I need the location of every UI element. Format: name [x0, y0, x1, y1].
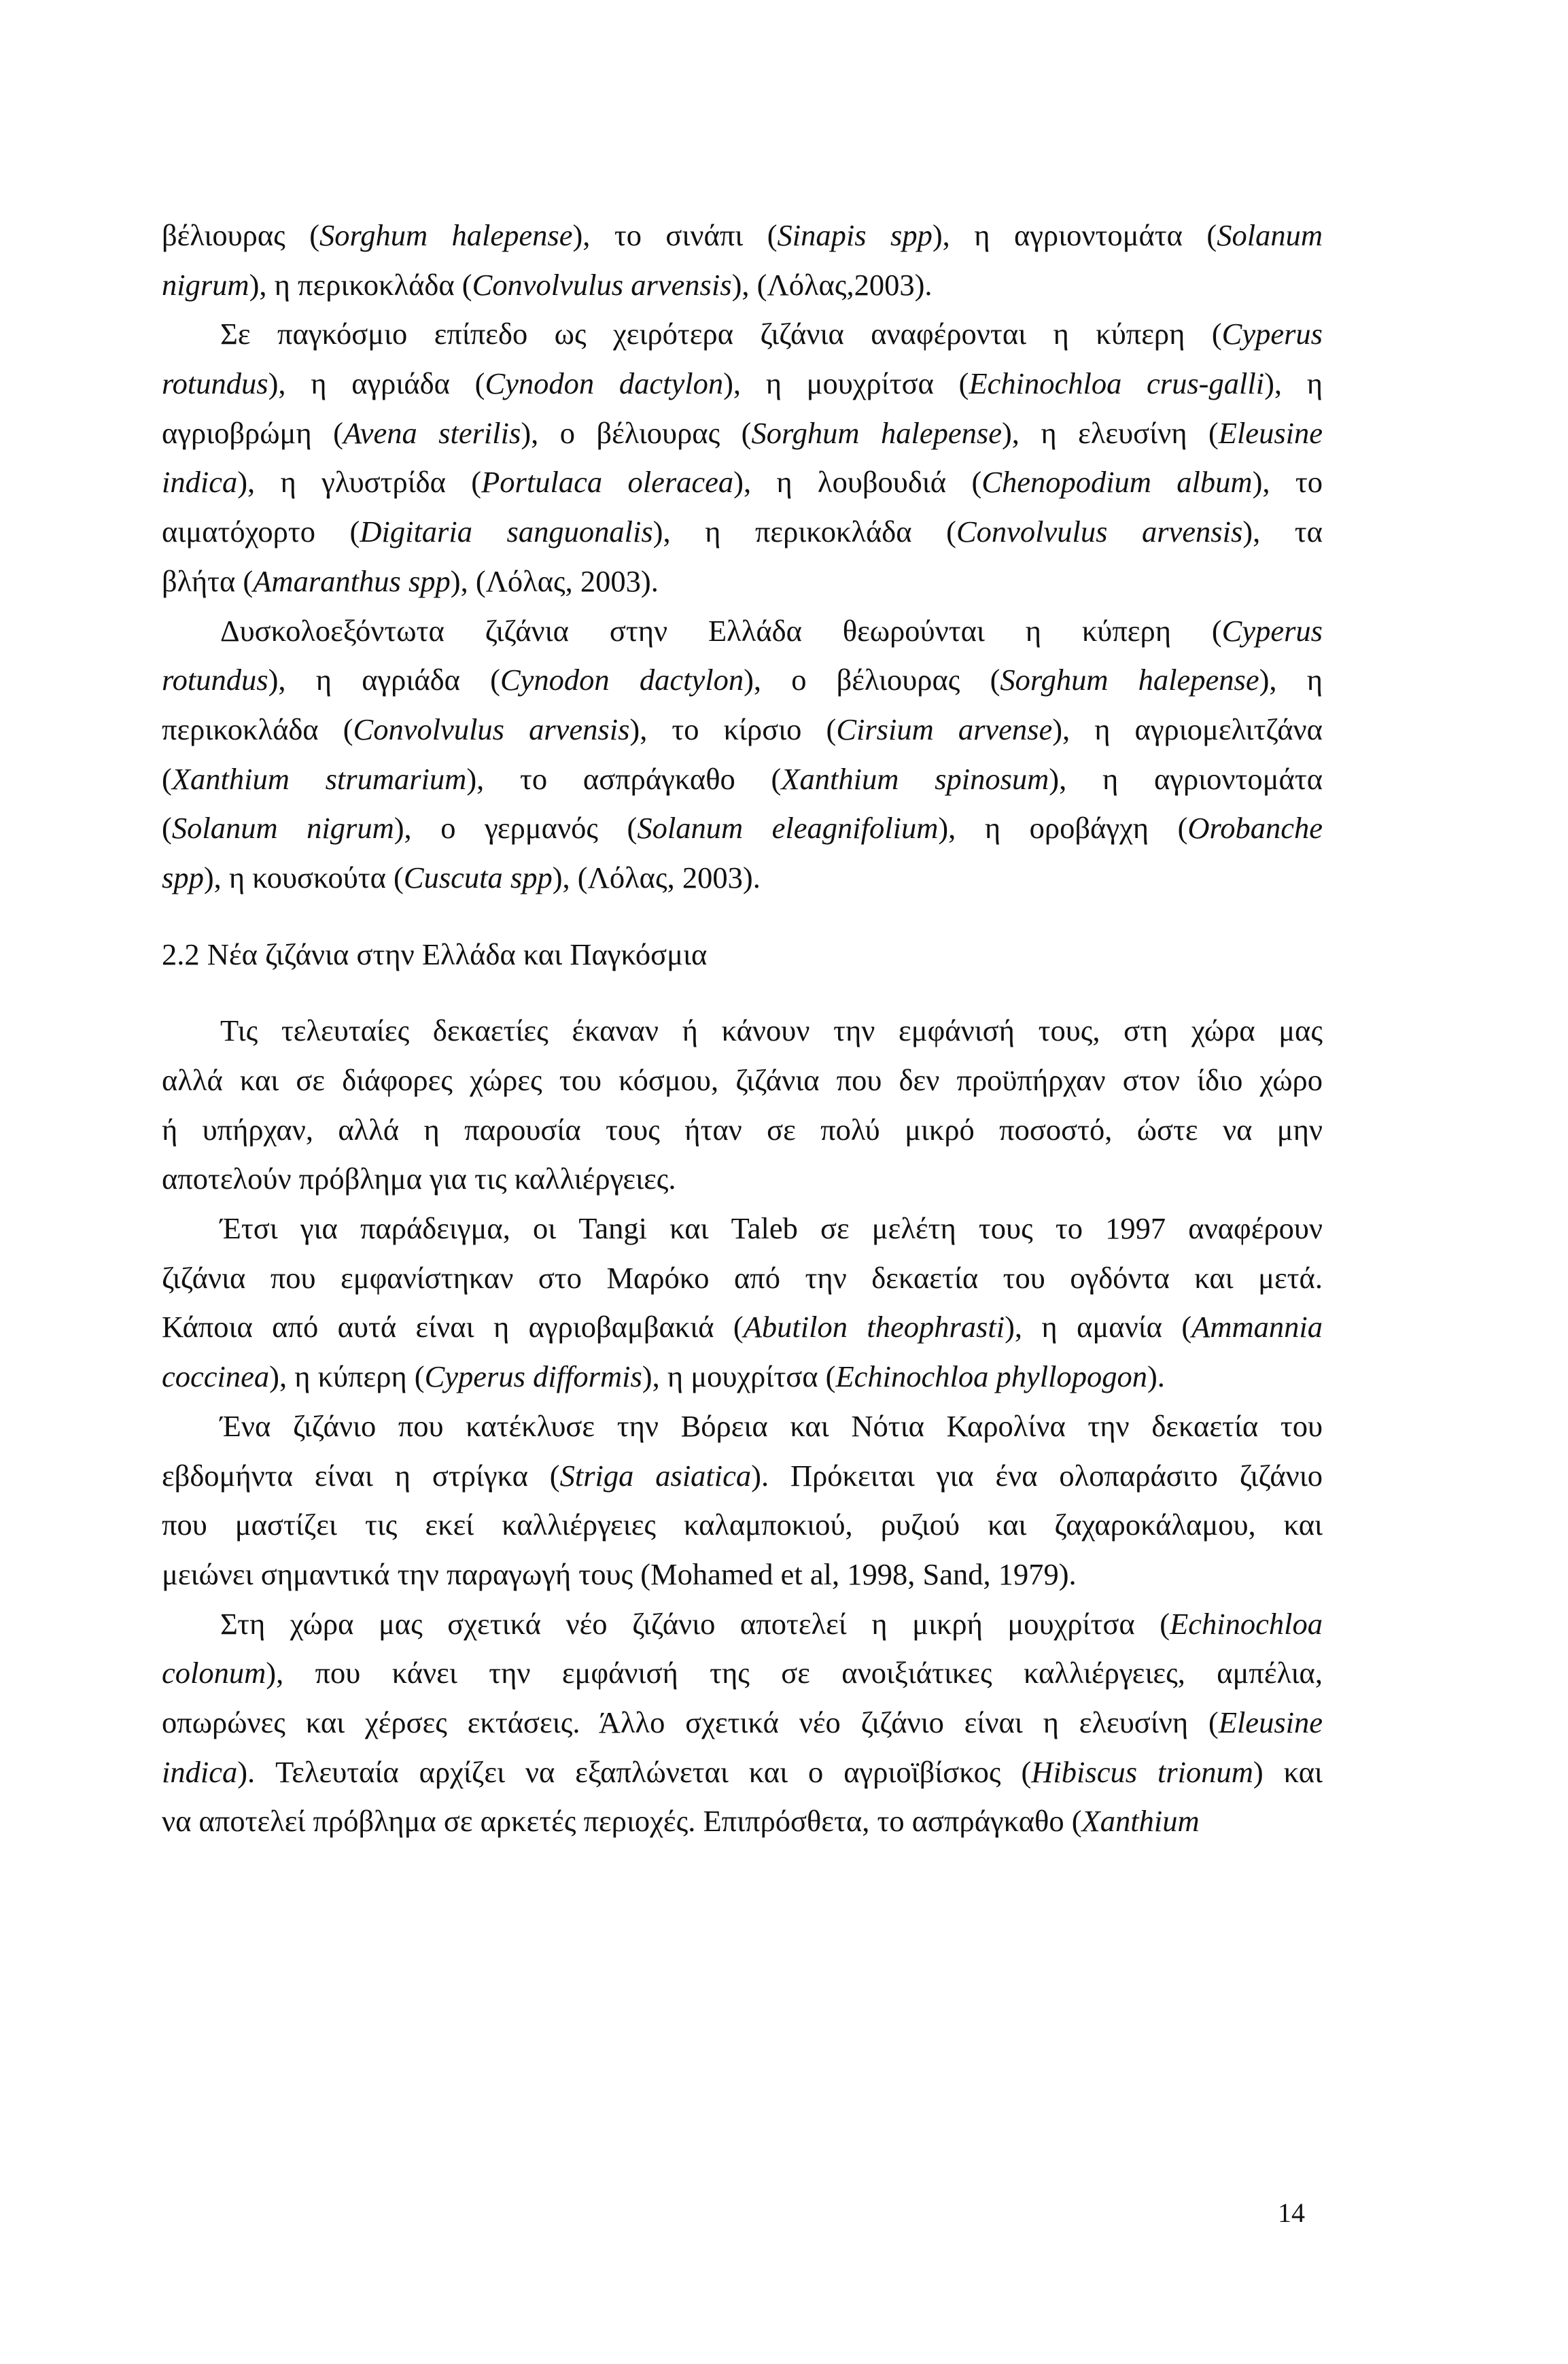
text-segment: Σε παγκόσμιο επίπεδο ως χειρότερα ζιζάνια αναφέρονται η κύπερη (: [220, 317, 1222, 351]
text-segment: (: [162, 761, 172, 796]
text-line: [162, 211, 1323, 260]
species-name: colonum: [162, 1656, 266, 1690]
text-segment: Κάποια από αυτά είναι η αγριοβαμβακιά (: [162, 1310, 744, 1344]
text-line: [162, 754, 1323, 804]
text-segment: ), (Λόλας, 2003).: [552, 860, 761, 894]
species-name: Eleusine: [1218, 1705, 1323, 1739]
text-segment: που μαστίζει τις εκεί καλλιέργειες καλαμποκιού, ρυζιού και ζαχαροκάλαμου, και: [162, 1508, 1323, 1542]
text-line: [162, 853, 1323, 903]
text-segment: ), η ελευσίνη (: [1001, 415, 1219, 450]
species-name: Convolvulus arvensis: [472, 267, 732, 302]
species-name: spp: [162, 860, 204, 894]
text-segment: μειώνει σημαντικά την παραγωγή τους (Mohamed et al, 1998, Sand, 1979).: [162, 1557, 1077, 1591]
text-segment: ζιζάνια που εμφανίστηκαν στο Μαρόκο από την δεκαετία του ογδόντα και μετά.: [162, 1260, 1323, 1295]
species-name: Echinochloa phyllopogon: [835, 1359, 1147, 1394]
species-name: Solanum eleagnifolium: [637, 811, 939, 846]
text-segment: ), η αγριάδα (: [268, 366, 485, 401]
text-segment: να αποτελεί πρόβλημα σε αρκετές περιοχές. Επιπρόσθετα, το ασπράγκαθο (: [162, 1804, 1082, 1839]
text-segment: βέλιουρας (: [162, 218, 320, 252]
species-name: Convolvulus arvensis: [956, 515, 1243, 549]
species-name: Cyperus: [1221, 317, 1323, 351]
text-line: [162, 1451, 1323, 1501]
text-segment: Ένα ζιζάνιο που κατέκλυσε την Βόρεια και Νότια Καρολίνα την δεκαετία του: [220, 1408, 1323, 1443]
text-segment: βλήτα (: [162, 563, 254, 598]
text-segment: ), η αγριοντομάτα: [1049, 761, 1323, 796]
species-name: Xanthium: [1081, 1804, 1200, 1839]
text-segment: εβδομήντα είναι η στρίγκα (: [162, 1458, 560, 1493]
text-line: [162, 1105, 1323, 1155]
text-line: [162, 457, 1323, 507]
species-name: Cyperus difformis: [424, 1359, 642, 1394]
species-name: Orobanche: [1187, 811, 1323, 846]
species-name: nigrum: [162, 267, 249, 302]
text-line: [162, 606, 1323, 656]
text-segment: ), η λουβουδιά (: [733, 465, 982, 500]
species-name: Cuscuta spp: [403, 860, 553, 894]
text-segment: ), η μουχρίτσα (: [723, 366, 969, 401]
text-segment: ), η γλυστρίδα (: [237, 465, 482, 500]
text-segment: ), ο γερμανός (: [394, 811, 638, 846]
text-segment: ), (Λόλας,2003).: [731, 267, 933, 302]
species-name: Cynodon dactylon: [485, 366, 724, 401]
text-line: [162, 1204, 1323, 1253]
text-segment: Τις τελευταίες δεκαετίες έκαναν ή κάνουν την εμφάνισή τους, στη χώρα μας: [220, 1013, 1323, 1048]
text-line: [162, 705, 1323, 754]
text-segment: ), η περικοκλάδα (: [249, 267, 472, 302]
text-segment: ), η μουχρίτσα (: [642, 1359, 836, 1394]
species-name: Solanum: [1217, 218, 1323, 252]
text-segment: ) και: [1253, 1754, 1323, 1789]
text-segment: αιματόχορτο (: [162, 515, 360, 549]
species-name: Digitaria sanguonalis: [360, 515, 653, 549]
text-line: [162, 557, 1323, 606]
text-line: [162, 1402, 1323, 1451]
text-segment: ), που κάνει την εμφάνισή της σε ανοιξιάτικες καλλιέργειες, αμπέλια,: [266, 1656, 1323, 1690]
species-name: Echinochloa: [1170, 1606, 1323, 1641]
text-segment: ), το: [1252, 465, 1323, 500]
species-name: Amaranthus spp: [253, 563, 451, 598]
text-segment: Στη χώρα μας σχετικά νέο ζιζάνιο αποτελεί η μικρή μουχρίτσα (: [220, 1606, 1170, 1641]
species-name: Hibiscus trionum: [1031, 1754, 1253, 1789]
species-name: coccinea: [162, 1359, 270, 1394]
text-segment: Δυσκολοεξόντωτα ζιζάνια στην Ελλάδα θεωρούνται η κύπερη (: [220, 613, 1222, 648]
text-segment: 2.2 Νέα ζιζάνια στην Ελλάδα και Παγκόσμια: [162, 937, 708, 971]
text-segment: ), η αμανία (: [1005, 1310, 1192, 1344]
species-name: Xanthium spinosum: [781, 761, 1049, 796]
text-segment: ), ο βέλιουρας (: [744, 663, 1000, 697]
text-line: [162, 1550, 1323, 1599]
species-name: Ammannia: [1191, 1310, 1323, 1344]
text-segment: ), η αγριάδα (: [268, 663, 500, 697]
text-segment: ), η περικοκλάδα (: [652, 515, 956, 549]
species-name: Avena sterilis: [343, 415, 521, 450]
text-line: [162, 309, 1323, 359]
text-segment: ). Πρόκειται για ένα ολοπαράσιτο ζιζάνιο: [751, 1458, 1323, 1493]
text-line: [162, 803, 1323, 853]
text-segment: Έτσι για παράδειγμα, οι Tangi και Taleb σε μελέτη τους το 1997 αναφέρουν: [220, 1211, 1323, 1246]
text-segment: περικοκλάδα (: [162, 712, 353, 746]
text-line: [162, 1648, 1323, 1698]
text-segment: αποτελούν πρόβλημα για τις καλλιέργειες.: [162, 1162, 676, 1196]
species-name: Chenopodium album: [981, 465, 1253, 500]
text-segment: ), η αγριομελιτζάνα: [1052, 712, 1323, 746]
text-line: [162, 1748, 1323, 1797]
text-segment: ), ο βέλιουρας (: [521, 415, 752, 450]
text-segment: ). Τελευταία αρχίζει να εξαπλώνεται και ο αγριοϊβίσκος (: [237, 1754, 1032, 1789]
species-name: Portulaca oleracea: [481, 465, 734, 500]
species-name: Sinapis spp: [777, 218, 933, 252]
text-segment: αλλά και σε διάφορες χώρες του κόσμου, ζιζάνια που δεν προϋπήρχαν στον ίδιο χώρο: [162, 1063, 1323, 1097]
species-name: indica: [162, 465, 238, 500]
text-segment: ), η: [1259, 663, 1323, 697]
text-segment: ), η οροβάγχη (: [938, 811, 1188, 846]
species-name: Striga asiatica: [559, 1458, 752, 1493]
species-name: Convolvulus arvensis: [353, 712, 630, 746]
text-segment: ), η κύπερη (: [269, 1359, 425, 1394]
document-body: [162, 211, 1323, 1846]
text-line: [162, 1698, 1323, 1748]
text-line: [162, 1056, 1323, 1105]
species-name: Solanum nigrum: [171, 811, 394, 846]
text-line: [162, 507, 1323, 557]
text-segment: αγριοβρώμη (: [162, 415, 343, 450]
page-number: 14: [1278, 2197, 1305, 2228]
text-segment: (: [162, 811, 172, 846]
text-segment: ), η: [1264, 366, 1323, 401]
text-line: [162, 260, 1323, 310]
text-segment: ), η αγριοντομάτα (: [932, 218, 1217, 252]
section-heading: [162, 930, 1323, 979]
text-segment: ), (Λόλας, 2003).: [450, 563, 659, 598]
species-name: Cynodon dactylon: [500, 663, 744, 697]
species-name: Cyperus: [1221, 613, 1323, 648]
species-name: Xanthium strumarium: [171, 761, 467, 796]
text-line: [162, 409, 1323, 458]
text-line: [162, 1154, 1323, 1204]
text-segment: ).: [1147, 1359, 1165, 1394]
species-name: rotundus: [162, 663, 268, 697]
text-line: [162, 359, 1323, 409]
species-name: Eleusine: [1218, 415, 1323, 450]
text-line: [162, 1352, 1323, 1402]
text-line: [162, 1599, 1323, 1649]
species-name: Sorghum halepense: [1000, 663, 1259, 697]
text-line: [162, 1796, 1323, 1846]
text-segment: ), η κουσκούτα (: [203, 860, 404, 894]
text-segment: ), το κίρσιο (: [629, 712, 837, 746]
species-name: Abutilon theophrasti: [743, 1310, 1005, 1344]
species-name: Sorghum halepense: [319, 218, 573, 252]
species-name: Sorghum halepense: [751, 415, 1002, 450]
text-segment: ή υπήρχαν, αλλά η παρουσία τους ήταν σε πολύ μικρό ποσοστό, ώστε να μην: [162, 1112, 1323, 1147]
text-line: [162, 1006, 1323, 1056]
text-line: [162, 1302, 1323, 1352]
text-segment: ), το ασπράγκαθο (: [466, 761, 782, 796]
species-name: indica: [162, 1754, 238, 1789]
species-name: Cirsium arvense: [836, 712, 1053, 746]
text-line: [162, 655, 1323, 705]
text-line: [162, 1500, 1323, 1550]
text-segment: ), τα: [1242, 515, 1323, 549]
text-segment: ), το σινάπι (: [572, 218, 778, 252]
species-name: rotundus: [162, 366, 268, 401]
species-name: Echinochloa crus-galli: [969, 366, 1265, 401]
text-segment: οπωρώνες και χέρσες εκτάσεις. Άλλο σχετικά νέο ζιζάνιο είναι η ελευσίνη (: [162, 1705, 1219, 1739]
text-line: [162, 1253, 1323, 1303]
